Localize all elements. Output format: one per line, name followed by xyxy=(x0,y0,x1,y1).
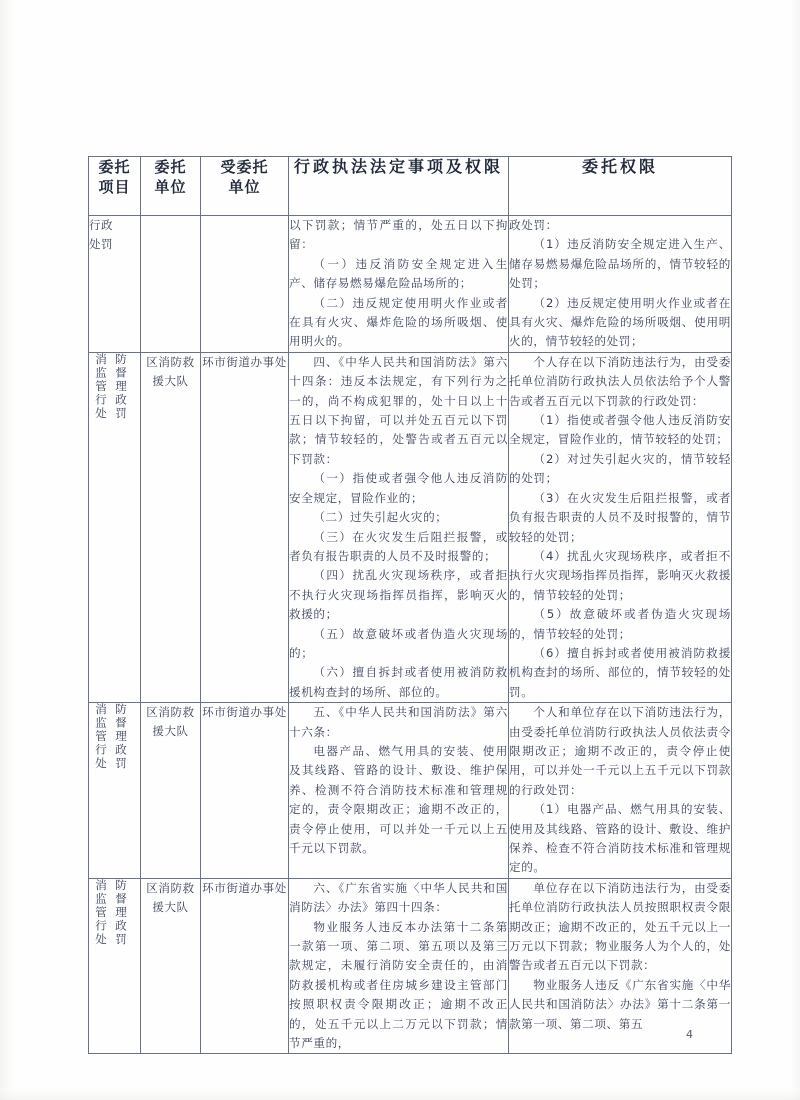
cell-entrust-authority xyxy=(509,878,732,1054)
header-entrust-item-line2: 项目 xyxy=(98,178,131,196)
entrust-item-vertical-col2: 防督理政罚 xyxy=(114,878,128,947)
cell-legal-matters xyxy=(289,703,509,879)
page-number: 4 xyxy=(686,1028,693,1041)
authority-paragraph: （1）指使或者强令他人违反消防安全规定，冒险作业的，情节较轻的处罚； xyxy=(509,413,731,447)
authority-paragraph: 单位存在以下消防违法行为，由受委托单位消防行政执法人员按照职权责令限期改正；逾期不改正的，处五千元以上一万元以下罚款；物业服务人为个人的，处警告或者五百元以下罚款： xyxy=(509,880,731,973)
header-entrust-unit xyxy=(141,157,201,216)
cell-entrust-unit xyxy=(141,216,201,353)
entrust-item-vertical-col1: 消监管行处 xyxy=(94,703,108,771)
entrusted-unit-text: 环市街道办事处 xyxy=(202,354,287,369)
cell-entrust-unit xyxy=(141,352,201,702)
cell-entrusted-unit xyxy=(201,703,289,879)
entrust-item-line2: 处罚 xyxy=(89,237,113,251)
legal-paragraph: 电器产品、燃气用具的安装、使用及其线路、管路的设计、敷设、维护保养、检测不符合消防技术标准和管理规定的，责令限期改正；逾期不改正的，责令停止使用，可以并处一千元以上五千元以下罚款。 xyxy=(289,743,508,855)
cell-entrusted-unit xyxy=(201,878,289,1054)
cell-entrust-item xyxy=(89,352,141,702)
cell-legal-matters xyxy=(289,216,509,353)
cell-entrusted-unit xyxy=(201,216,289,353)
entrusted-unit-text: 环市街道办事处 xyxy=(202,705,287,720)
entrust-item-vertical-col1: 消监管行处 xyxy=(94,352,108,421)
table-header-row xyxy=(89,157,732,216)
legal-paragraph: 五、《中华人民共和国消防法》第六十六条： xyxy=(289,705,508,739)
authority-paragraph: （1）违反消防安全规定进入生产、储存易燃易爆危险品场所的，情节较轻的处罚； xyxy=(509,237,731,291)
entrust-unit-text: 区消防救援大队 xyxy=(146,880,195,914)
cell-entrust-authority xyxy=(509,352,732,702)
legal-paragraph: （四）扰乱火灾现场秩序，或者拒不执行火灾现场指挥员指挥，影响灭火救援的； xyxy=(289,568,508,622)
cell-legal-matters xyxy=(289,878,509,1054)
header-entrusted-unit-line2: 单位 xyxy=(228,178,261,196)
header-entrusted-unit-line1: 受委托 xyxy=(220,158,269,176)
cell-entrust-unit xyxy=(141,703,201,879)
entrust-item-line1: 行政 xyxy=(89,218,113,232)
header-legal-matters: 行政执法法定事项及权限 xyxy=(289,157,509,216)
cell-entrust-item xyxy=(89,878,141,1054)
entrust-item-vertical-col1: 消监管行处 xyxy=(94,878,108,947)
entrust-unit-text: 区消防救援大队 xyxy=(146,705,195,739)
authority-paragraph: （6）擅自拆封或者使用被消防救援机构查封的场所、部位的，情节较轻的处罚。 xyxy=(509,645,731,699)
header-entrusted-unit xyxy=(201,157,289,216)
header-entrust-unit-line1: 委托 xyxy=(154,158,187,176)
cell-legal-matters xyxy=(289,352,509,702)
header-entrust-authority: 委托权限 xyxy=(509,157,732,216)
legal-paragraph: 物业服务人违反本办法第十二条第一款第一项、第二项、第五项以及第三款规定，未履行消防安全责任的，由消防救援机构或者住房城乡建设主管部门按照职权责令限期改正；逾期不改正的，处五千元以上二万元以下罚款；情节严重的， xyxy=(289,919,508,1051)
authority-paragraph: 物业服务人违反《广东省实施〈中华人民共和国消防法〉办法》第十二条第一款第一项、第二项、第五 xyxy=(509,977,731,1031)
authority-paragraph: 个人和单位存在以下消防违法行为，由受委托单位消防行政执法人员依法责令限期改正；逾期不改正的，责令停止使用，可以并处一千元以上五千元以下罚款的行政处罚： xyxy=(509,705,731,797)
header-entrust-item xyxy=(89,157,141,216)
legal-paragraph: （五）故意破坏或者伪造火灾现场的； xyxy=(289,626,508,660)
legal-paragraph: （一）指使或者强令他人违反消防安全规定，冒险作业的； xyxy=(289,471,508,505)
authority-paragraph: （2）违反规定使用明火作业或者在具有火灾、爆炸危险的场所吸烟、使用明火的，情节较轻的处罚； xyxy=(509,295,731,349)
legal-paragraph: 以下罚款；情节严重的，处五日以下拘留： xyxy=(289,218,508,252)
authority-paragraph: （4）扰乱火灾现场秩序，或者拒不执行火灾现场指挥员指挥，影响灭火救援的，情节较轻的处罚； xyxy=(509,548,731,602)
authority-paragraph: （2）对过失引起火灾的，情节较轻的处罚； xyxy=(509,451,731,486)
legal-paragraph: 六、《广东省实施〈中华人民共和国消防法〉办法》第四十四条： xyxy=(289,880,508,915)
entrust-item-vertical-col2: 防督理政罚 xyxy=(114,352,128,421)
cell-entrust-authority xyxy=(509,703,732,879)
cell-entrust-item xyxy=(89,703,141,879)
entrusted-unit-text: 环市街道办事处 xyxy=(202,880,287,895)
table-row xyxy=(89,703,732,879)
header-entrust-unit-line2: 单位 xyxy=(154,178,187,196)
authority-paragraph: 个人存在以下消防违法行为，由受委托单位消防行政执法人员依法给予个人警告或者五百元以下罚款的行政处罚： xyxy=(509,354,731,408)
authority-paragraph: （1）电器产品、燃气用具的安装、使用及其线路、管路的设计、敷设、维护保养、检查不符合消防技术标准和管理规定的。 xyxy=(509,802,731,875)
legal-paragraph: 四、《中华人民共和国消防法》第六十四条：违反本法规定，有下列行为之一的，尚不构成犯罪的，处十日以上十五日以下拘留，可以并处五百元以下罚款；情节较轻的，处警告或者五百元以下罚款： xyxy=(289,354,508,466)
table-row xyxy=(89,878,732,1054)
page-edge-shadow-right xyxy=(790,0,800,1100)
legal-paragraph: （三）在火灾发生后阻拦报警，或者负有报告职责的人员不及时报警的； xyxy=(289,529,508,563)
cell-entrust-item xyxy=(89,216,141,353)
legal-paragraph: （六）擅自拆封或者使用被消防救援机构查封的场所、部位的。 xyxy=(289,665,508,699)
entrust-unit-text: 区消防救援大队 xyxy=(146,354,195,388)
header-entrust-item-line1: 委托 xyxy=(98,158,131,176)
authority-paragraph: 政处罚： xyxy=(509,218,558,232)
table-row xyxy=(89,216,732,353)
page-edge-shadow-bottom xyxy=(0,1088,800,1100)
legal-paragraph: （二）违反规定使用明火作业或者在具有火灾、爆炸危险的场所吸烟、使用明火的。 xyxy=(289,295,508,349)
authority-paragraph: （5）故意破坏或者伪造火灾现场的，情节较轻的处罚； xyxy=(509,607,731,641)
authority-paragraph: （3）在火灾发生后阻拦报警，或者负有报告职责的人员不及时报警的，情节较轻的处罚； xyxy=(509,490,731,544)
legal-paragraph: （一）违反消防安全规定进入生产、储存易燃易爆危险品场所的； xyxy=(289,256,508,291)
legal-paragraph: （二）过失引起火灾的； xyxy=(313,510,448,525)
cell-entrust-authority xyxy=(509,216,732,353)
page-edge-shadow-left xyxy=(0,0,14,1100)
delegation-authority-table xyxy=(88,156,732,1054)
entrust-item-vertical-col2: 防督理政罚 xyxy=(114,703,128,771)
cell-entrusted-unit xyxy=(201,352,289,702)
table-row xyxy=(89,352,732,702)
cell-entrust-unit xyxy=(141,878,201,1054)
